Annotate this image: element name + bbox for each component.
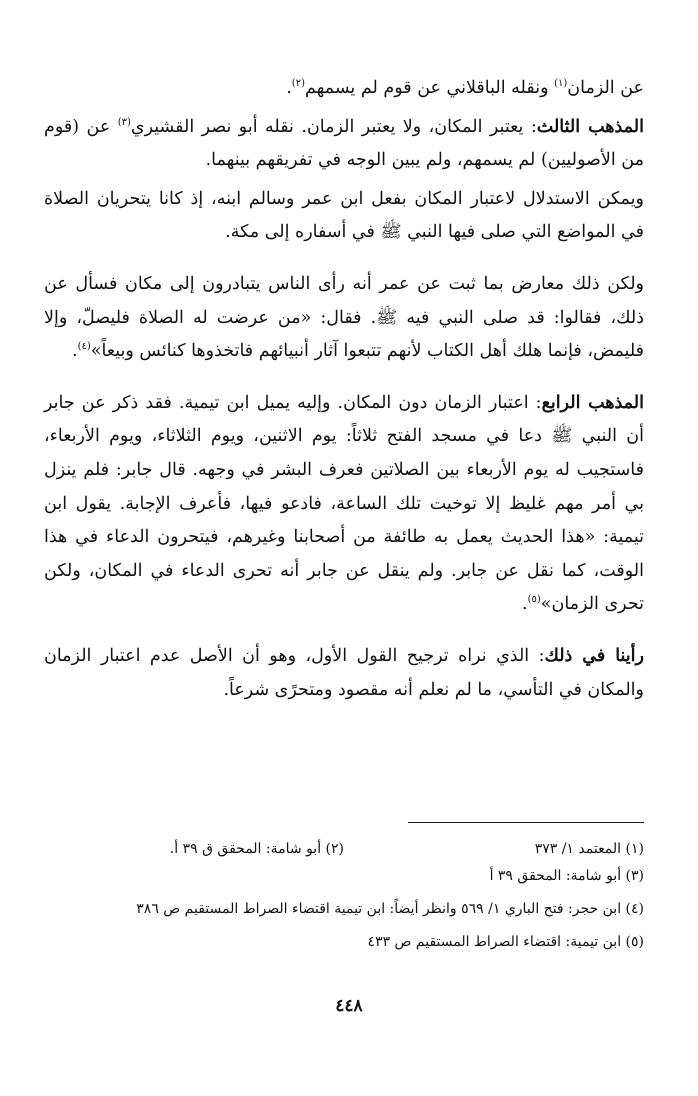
footnote-4: (٤) ابن حجر: فتح الباري ١/ ٥٦٩ وانظر أيضاً: ابن تيمية اقتضاء الصراط المستقيم ص ٣٨٦ — [136, 901, 644, 917]
footnote-ref-2: (٢) — [291, 78, 305, 89]
paragraph-6-text: : الذي نراه ترجيح القول الأول، وهو أن الأصل عدم اعتبار الزمان والمكان في التأسي، ما لم نعلم أنه مقصود ومتحرًى شرعاً. — [44, 645, 644, 700]
paragraph-1-text-b: ونقله الباقلاني عن قوم لم يسمهم — [304, 78, 555, 98]
footnote-ref-4: (٤) — [77, 341, 91, 353]
paragraph-1-text-a: عن الزمان — [567, 78, 644, 98]
paragraph-2-text-a: : يعتبر المكان، ولا يعتبر الزمان. نقله أبو نصر القشيري — [130, 116, 537, 137]
page-number: ٤٤٨ — [335, 996, 363, 1016]
footnote-row-1-2 — [44, 836, 644, 863]
footnote-ref-3: (٣) — [117, 116, 131, 128]
paragraph-2-text-b: عن (قوم من الأصوليين) لم يسمهم، ولم يبين الوجه في تفريقهم بينهما. — [44, 116, 644, 171]
footnote-5: (٥) ابن تيمية: اقتضاء الصراط المستقيم ص ٤٣٣ — [367, 934, 644, 950]
section-heading-opinion: رأينا في ذلك — [544, 645, 644, 666]
paragraph-5-text-b: . — [522, 594, 528, 615]
paragraph-5 — [44, 387, 644, 622]
section-heading-fourth: المذهب الرابع — [541, 392, 644, 413]
paragraph-1 — [44, 72, 644, 106]
footnote-3: (٣) أبو شامة: المحقق ٣٩ أ — [489, 868, 644, 884]
section-heading-third: المذهب الثالث — [536, 116, 644, 137]
paragraph-3-text: ويمكن الاستدلال لاعتبار المكان بفعل ابن عمر وسالم ابنه، إذ كانا يتحريان الصلاة في المواضع التي صلى فيها النبي ﷺ في أسفاره إلى مكة. — [44, 188, 644, 243]
footnotes — [44, 836, 644, 956]
paragraph-1-text-c: . — [286, 78, 292, 98]
paragraph-5-text-a: : اعتبار الزمان دون المكان. وإليه يميل ابن تيمية. فقد ذكر عن جابر أن النبي ﷺ دعا في مسجد الفتح ثلاثاً: يوم الاثنين، ويوم الثلاثاء، ويوم الأربعاء، فاستجيب له يوم الأربعاء بين الصلاتين فعرف البشر في وجهه. قال جابر: فلم ينزل بي أمر مهم غليظ إلا توخيت تلك الساعة، فادعو فيها، فأعرف الإجابة. يقول ابن تيمية: «هذا الحديث يعمل به طائفة من أصحابنا وغيرهم، فيتحرون الدعاء في هذا الوقت، كما نقل عن جابر. ولم ينقل عن جابر أنه تحرى الدعاء في المكان، ولكن تحرى الزمان» — [44, 392, 644, 615]
main-text — [44, 72, 644, 707]
footnote-1: (١) المعتمد ١/ ٣٧٣ — [534, 841, 644, 857]
paragraph-2 — [44, 111, 644, 178]
paragraph-6 — [44, 640, 644, 707]
footnote-divider — [408, 822, 644, 823]
footnote-ref-1: (١) — [554, 78, 568, 89]
paragraph-4 — [44, 268, 644, 369]
paragraph-4-text-b: . — [71, 341, 78, 362]
paragraph-4-text-a: ولكن ذلك معارض بما ثبت عن عمر أنه رأى الناس يتبادرون إلى مكان فسأل عن ذلك، فقالوا: قد صلى النبي فيه ﷺ. فقال: «من عرضت له الصلاة فليصلّ، وإلا فليمض، فإنما هلك أهل الكتاب لأنهم تتبعوا آثار أنبيائهم فاتخذوها كنائس وبيعاً» — [44, 273, 644, 362]
footnote-2: (٢) أبو شامة: المحقق ق ٣٩ أ. — [169, 841, 344, 857]
paragraph-3 — [44, 183, 644, 250]
footnote-ref-5: (٥) — [527, 594, 541, 606]
